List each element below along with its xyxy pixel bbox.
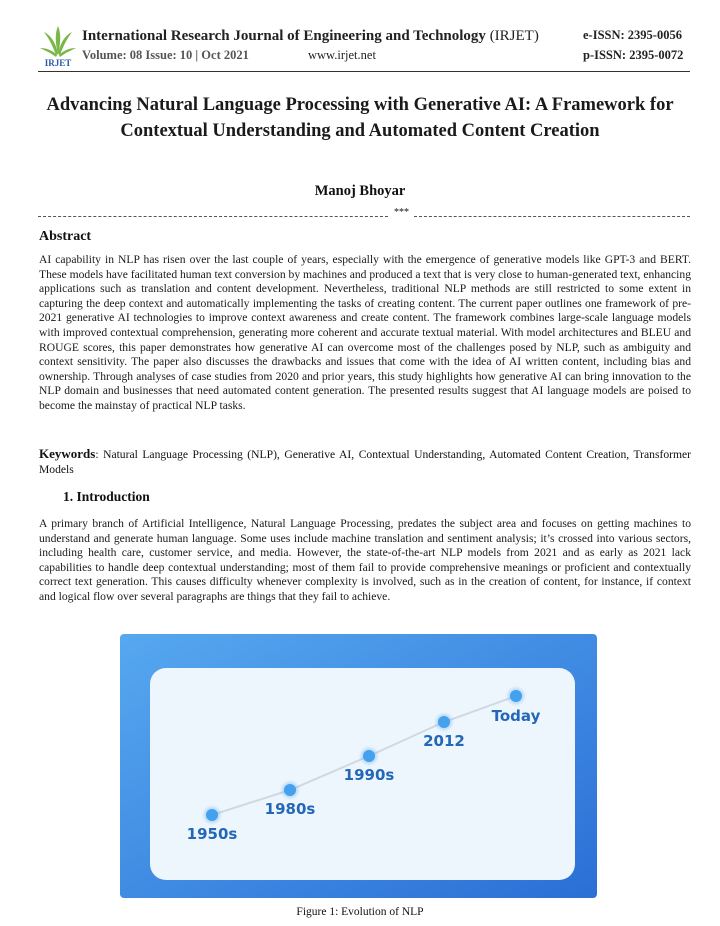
figure-caption: Figure 1: Evolution of NLP xyxy=(296,906,424,918)
abstract-text: AI capability in NLP has risen over the last couple of years, especially with the emergence of generative models like GPT-3 and BERT. These models have facilitated human text conversion by machines and produced a text that is very close to human-generated text, enhancing applications such as translation and content development. Nevertheless, traditional NLP methods are still restricted to some extent in capturing the deep context and automatically implementing the tasks of creating content. The current paper outlines one framework of pre-2021 generative AI technologies to improve context awareness and create content. The framework combines large-scale language models with improved contextual comprehension, generating more coherent and accurate textual material. With model architectures and BLEU and ROUGE scores, this paper demonstrates how generative AI can overcome most of the challenges posed by NLP, such as ambiguity and context sensitivity. The paper also discusses the drawbacks and issues that come with the idea of AI written content, including bias and ownership. Through analyses of case studies from 2020 and prior years, this study highlights how generative AI can bring innovation to the NLP domain and businesses that need automated content generation. The presented results suggest that AI language models are poised to become the mainstay of practical NLP tasks. xyxy=(39,253,691,412)
p-issn: p-ISSN: 2395-0072 xyxy=(583,48,684,62)
header-rule xyxy=(38,71,690,72)
introduction-text: A primary branch of Artificial Intelligence, Natural Language Processing, predates the subject area and focuses on getting machines to understand and generate human language. Some uses include machine translation and sentiment analysis; it’s crossed into various sectors, including health care, customer service, and media. However, the state-of-the-art NLP models from 2021 and as early as 2021 lack capabilities to handle deep contextual understanding; most of them fail to provide comprehensive meanings or proficient and contextually correct text generation. This causes difficulty whenever complexity is involved, such as in the creation of content, for instance, if context and logical flow over several paragraphs are things that they fail to achieve. xyxy=(39,517,691,603)
timeline-graphic xyxy=(120,634,597,898)
logo-text: IRJET xyxy=(44,58,72,68)
author-name: Manoj Bhoyar xyxy=(314,183,406,199)
timeline-dot-1980s xyxy=(284,784,296,796)
timeline-label-today: Today xyxy=(491,707,541,725)
timeline-label-1980s: 1980s xyxy=(264,800,316,818)
keywords-label: Keywords xyxy=(39,446,96,461)
journal-header xyxy=(0,0,720,80)
timeline-label-1950s: 1950s xyxy=(186,825,238,843)
abstract-heading: Abstract xyxy=(39,229,92,244)
timeline-label-2012: 2012 xyxy=(423,732,465,750)
paper-title: Advancing Natural Language Processing with Generative AI: A Framework for Contextual Understanding and Automated Content Creation xyxy=(46,95,674,141)
irjet-logo-icon xyxy=(38,24,78,68)
separator-stars: *** xyxy=(394,207,409,218)
e-issn: e-ISSN: 2395-0056 xyxy=(583,28,682,42)
figure-evolution-of-nlp xyxy=(120,634,597,898)
keywords xyxy=(39,447,691,477)
journal-name: International Research Journal of Engineering and Technology (IRJET) xyxy=(82,28,539,44)
timeline-dot-2012 xyxy=(438,716,450,728)
journal-website-link[interactable]: www.irjet.net xyxy=(308,48,376,62)
timeline-label-1990s: 1990s xyxy=(343,766,395,784)
timeline-dot-1950s xyxy=(206,809,218,821)
volume-info: Volume: 08 Issue: 10 | Oct 2021 xyxy=(82,48,249,62)
timeline-dot-1990s xyxy=(363,750,375,762)
keywords-text: : Natural Language Processing (NLP), Generative AI, Contextual Understanding, Automated Content Creation, Transformer Models xyxy=(39,448,691,476)
section-separator xyxy=(38,207,690,220)
introduction-heading: 1. Introduction xyxy=(63,489,150,504)
timeline-dot-today xyxy=(510,690,522,702)
